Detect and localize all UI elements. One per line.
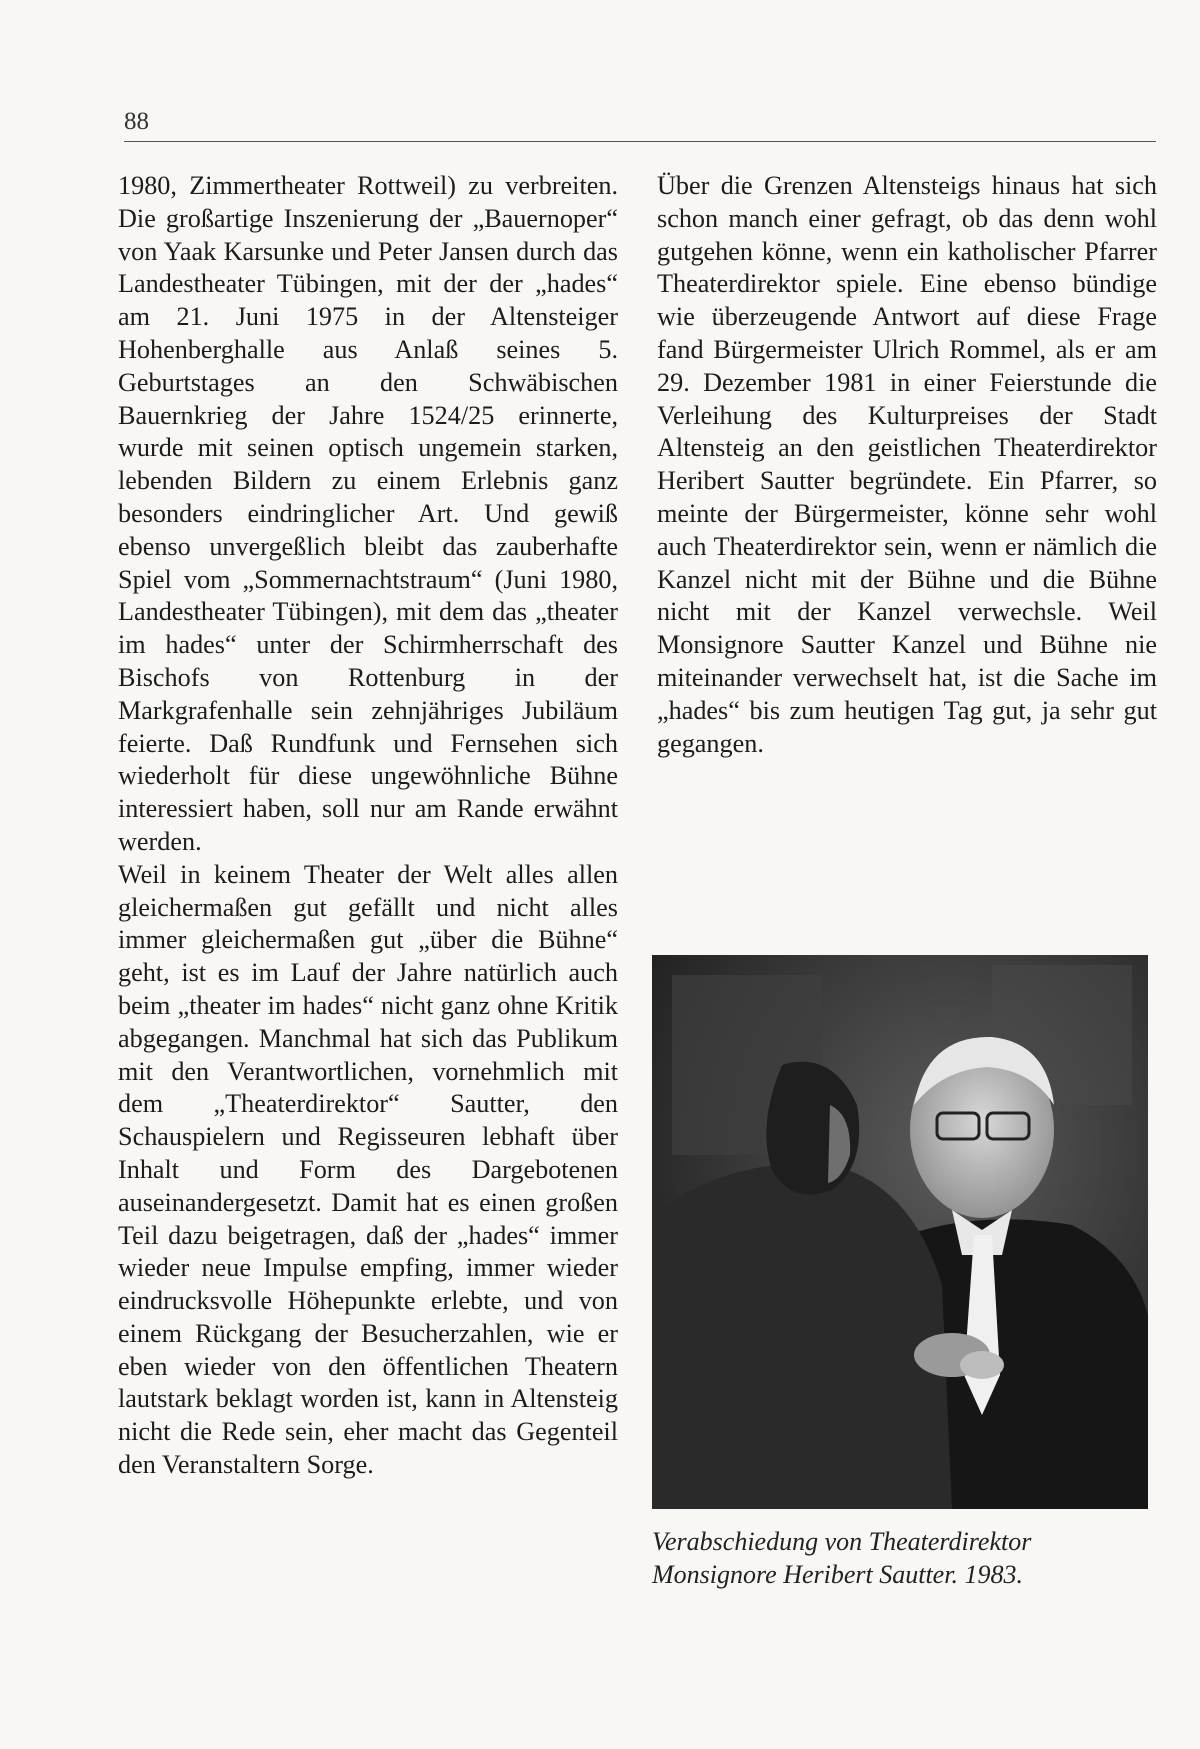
photo-caption: Verabschiedung von Theaterdirektor Monsignore Heribert Sautter. 1983. bbox=[652, 1527, 1032, 1589]
left-column bbox=[118, 170, 618, 1482]
photo-farewell-scene bbox=[652, 955, 1148, 1509]
paragraph: Weil in keinem Theater der Welt alles allen gleichermaßen gut gefällt und nicht alles immer gleichermaßen gut „über die Bühne“ geht, ist es im Lauf der Jahre natürlich auch beim „theater im hades“ nicht ganz ohne Kritik abgegangen. Manchmal hat sich das Publikum mit den Verantwortlichen, vornehmlich mit dem „Theaterdirektor“ Sautter, den Schauspielern und Regisseuren lebhaft über Inhalt und Form des Dargebotenen auseinandergesetzt. Damit hat es einen großen Teil dazu beigetragen, daß der „hades“ immer wieder neue Impulse empfing, immer wieder eindrucksvolle Höhepunkte erlebte, und von einem Rückgang der Besucherzahlen, wie er eben wieder von den öffentlichen Theatern lautstark beklagt worden ist, kann in Altensteig nicht die Rede sein, eher macht das Gegenteil den Veranstaltern Sorge. bbox=[118, 859, 618, 1480]
paragraph: 1980, Zimmertheater Rottweil) zu verbreiten. Die großartige Inszenierung der „Bauernoper“ von Yaak Karsunke und Peter Jansen durch das Landestheater Tübingen, mit der der „hades“ am 21. Juni 1975 in der Altensteiger Hohenberghalle aus Anlaß seines 5. Geburtstages an den Schwäbischen Bauernkrieg der Jahre 1524/25 erinnerte, wurde mit seinen optisch ungemein starken, lebenden Bildern zu einem Erlebnis ganz besonders eindringlicher Art. Und gewiß ebenso unvergeßlich bleibt das zauberhafte Spiel vom „Sommernachtstraum“ (Juni 1980, Landestheater Tübingen), mit dem das „theater im hades“ unter der Schirmherrschaft des Bischofs von Rottenburg in der Markgrafenhalle sein zehnjähriges Jubiläum feierte. Daß Rundfunk und Fernsehen sich wiederholt für diese ungewöhnliche Bühne interessiert haben, soll nur am Rande erwähnt werden. bbox=[118, 171, 618, 856]
right-column bbox=[657, 170, 1157, 760]
header-rule bbox=[124, 141, 1156, 142]
photograph bbox=[652, 955, 1148, 1509]
page-number: 88 bbox=[124, 108, 149, 135]
paragraph: Über die Grenzen Altensteigs hinaus hat sich schon manch einer gefragt, ob das denn wohl gutgehen könne, wenn ein katholischer Pfarrer Theaterdirektor spiele. Eine ebenso bündige wie überzeugende Antwort auf diese Frage fand Bürgermeister Ulrich Rommel, als er am 29. Dezember 1981 in einer Feierstunde die Verleihung des Kulturpreises der Stadt Altensteig an den geistlichen Theaterdirektor Heribert Sautter begründete. Ein Pfarrer, so meinte der Bürgermeister, könne sehr wohl auch Theaterdirektor sein, wenn er nämlich die Kanzel nicht mit der Bühne und die Bühne nicht mit der Kanzel verwechsle. Weil Monsignore Sautter Kanzel und Bühne nie miteinander verwechselt hat, ist die Sache im „hades“ bis zum heutigen Tag gut, ja sehr gut gegangen. bbox=[657, 171, 1157, 758]
